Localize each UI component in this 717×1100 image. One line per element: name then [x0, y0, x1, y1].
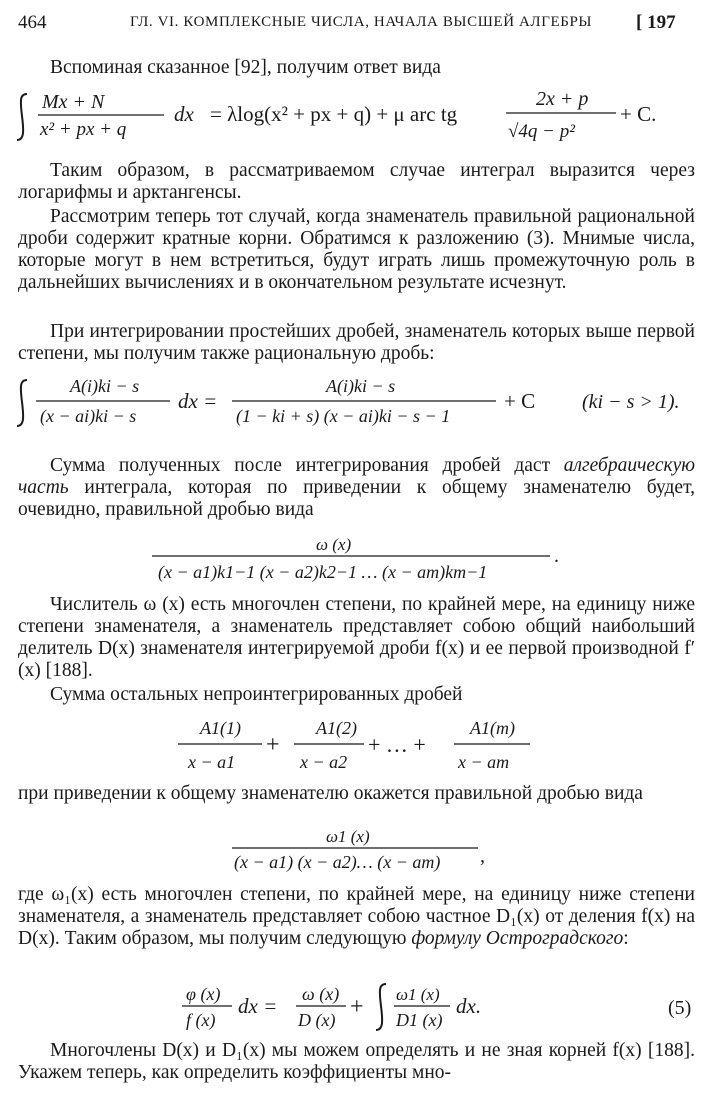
eq6-dx-equals: dx =	[238, 994, 278, 1018]
eq1-integrand-numerator: Mx + N	[42, 91, 105, 113]
paragraph-multiple-roots: Рассмотрим теперь тот случай, когда знаменатель правильной рациональной дроби содержит кратные корни. Обратимся к разложению (3). Мнимые числа, которые могут в нем встретиться, будут играть лишь промежуточную роль в дальнейших вычислениях и в окончательном результате исчезнут.	[18, 206, 695, 293]
eq6-right-numerator: ω1 (x)	[396, 985, 440, 1004]
eq6-right-denominator: D1 (x)	[396, 1010, 443, 1030]
eq4-term1-numerator: A1(1)	[200, 718, 241, 738]
paragraph-log-arctan: Таким образом, в рассматриваемом случае интеграл выразится через логарифмы и арктангенсы.	[18, 160, 695, 203]
eq1-rhs: = λlog(x² + px + q) + μ arc tg	[210, 102, 458, 126]
paragraph-algebraic-part	[18, 455, 695, 521]
page-header	[0, 0, 717, 40]
eq6-plus: +	[350, 994, 364, 1020]
equation-number: (5)	[668, 997, 692, 1019]
eq6-mid-denominator: D (x)	[298, 1010, 336, 1030]
section-number: [ 197	[636, 12, 676, 33]
equation-omega-fraction	[140, 530, 580, 586]
page-number: 464	[18, 12, 47, 33]
eq5-tail: ,	[480, 845, 485, 867]
paragraph-remaining-sum: Сумма остальных непроинтегрированных дробей	[50, 684, 463, 705]
equation-log-arctan	[14, 88, 704, 148]
paragraph-common-denominator: при приведении к общему знаменателю окажется правильной дробью вида	[18, 783, 643, 804]
eq2-rhs-denominator: (1 − ki + s) (x − ai)ki − s − 1	[236, 406, 451, 426]
eq2-lhs-denominator: (x − ai)ki − s	[40, 406, 137, 426]
eq6-dx-end: dx.	[456, 994, 482, 1018]
p9-text-a: где ω₁(x) есть многочлен степени, по крайней мере, на единицу ниже степени знаменателя, а знаменатель представляет собою частное D₁(x) от деления f(x) на D(x). Таким образом, мы получим следующую	[18, 884, 695, 949]
eq2-condition: (ki − s > 1).	[582, 391, 680, 413]
eq1-tail: + C.	[620, 102, 657, 126]
equation-remaining-fractions	[170, 712, 540, 774]
eq4-term1-denominator: x − a1	[188, 752, 236, 772]
eq1-dx: dx	[174, 102, 194, 126]
eq2-rhs-numerator: A(i)ki − s	[326, 376, 396, 396]
eq1-integrand-denominator: x² + px + q	[40, 119, 127, 140]
running-title: ГЛ. VI. КОМПЛЕКСНЫЕ ЧИСЛА, НАЧАЛА ВЫСШЕЙ АЛГЕБРЫ	[130, 14, 593, 30]
equation-ostrogradsky-formula	[176, 978, 506, 1038]
eq2-lhs-numerator: A(i)ki − s	[70, 376, 140, 396]
eq3-tail: .	[554, 545, 559, 567]
equation-omega1-fraction	[226, 826, 496, 876]
p5-text-b: интеграла, которая по приведении к общему знаменателю будет, очевидно, правильной дробью вида	[18, 477, 695, 520]
p9-text-b: :	[623, 928, 629, 949]
p5-text-a: Сумма полученных после интегрирования дробей даст	[50, 455, 551, 476]
eq2-dx: dx =	[178, 389, 218, 413]
paragraph-ostrogradsky	[18, 884, 695, 950]
eq4-term3-numerator: A1(m)	[470, 718, 515, 738]
paragraph-intro: Вспоминая сказанное [92], получим ответ вида	[50, 57, 441, 78]
equation-simple-fraction-integral	[14, 372, 704, 436]
eq1-arctan-numerator: 2x + p	[536, 88, 589, 110]
eq4-term3-denominator: x − am	[458, 752, 510, 772]
eq6-left-denominator: f (x)	[186, 1010, 216, 1030]
p9-emphasis: формулу Остроградского	[411, 928, 624, 949]
paragraph-simple-fractions: При интегрировании простейших дробей, знаменатель которых выше первой степени, мы получим также рациональную дробь:	[18, 321, 695, 364]
eq6-left-numerator: φ (x)	[186, 984, 221, 1004]
eq4-term2-denominator: x − a2	[300, 752, 348, 772]
paragraph-numerator-omega: Числитель ω (x) есть многочлен степени, по крайней мере, на единицу ниже степени знаменателя, а знаменатель представляет собою общий наибольший делитель D(x) знаменателя интегрируемой дроби f(x) и ее первой производной f′(x) [188].	[18, 594, 695, 681]
p5-emphasis: алгебраическую часть	[18, 455, 695, 498]
eq5-numerator: ω1 (x)	[326, 827, 370, 846]
eq5-denominator: (x − a1) (x − a2)… (x − am)	[234, 852, 441, 872]
eq4-term2-numerator: A1(2)	[316, 718, 357, 738]
eq3-numerator: ω (x)	[316, 535, 352, 554]
eq4-plus-dots: + … +	[368, 732, 426, 757]
eq1-arctan-denominator: √4q − p²	[508, 121, 575, 142]
paragraph-polynomials: Многочлены D(x) и D₁(x) мы можем определять и не зная корней f(x) [188]. Укажем теперь, как определить коэффициенты мно-	[18, 1040, 695, 1083]
eq3-denominator: (x − a1)k1−1 (x − a2)k2−1 … (x − am)km−1	[158, 562, 488, 582]
eq4-plus-1: +	[266, 732, 280, 758]
eq2-tail: + C	[504, 389, 536, 413]
eq6-mid-numerator: ω (x)	[302, 984, 340, 1004]
